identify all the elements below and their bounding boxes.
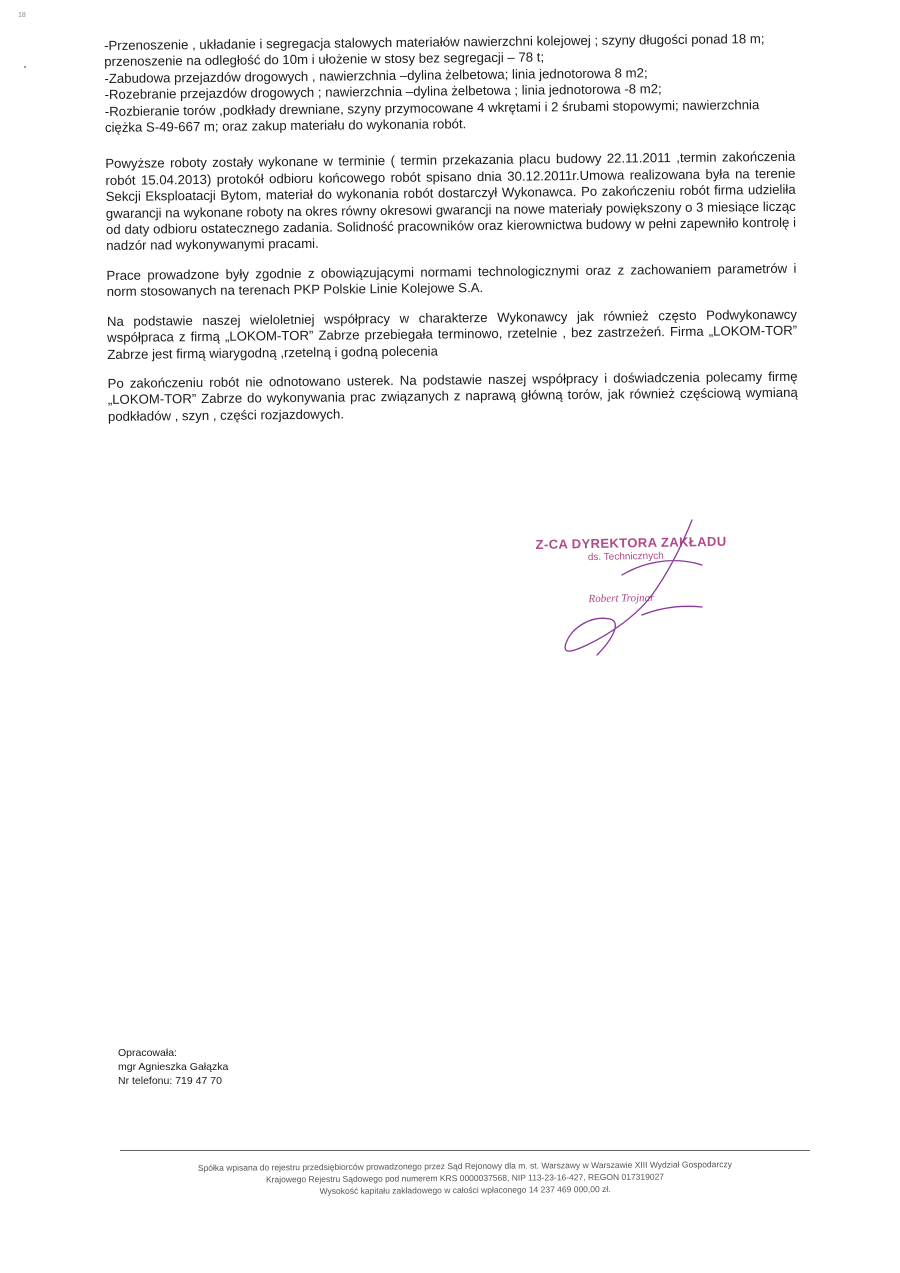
prepared-name: mgr Agnieszka Gałązka [118,1061,229,1073]
handwritten-signature [552,515,712,665]
paragraph-completion: Powyższe roboty zostały wykonane w terminie ( termin przekazania placu budowy 22.11.2011 ,termin zakończenia robót 15.04.2013) protokół odbioru końcowego robót spisano dnia 30.12.2011r.Umowa realizowana była na terenie Sekcji Eksploatacji Bytom, materiał do wykonania robót dostarczył Wykonawca. Po zakończeniu robót firma udzieliła gwarancji na wykonane roboty na okres równy okresowi gwarancji na nowe materiały powiększony o 3 miesiące licząc od daty odbioru ostatecznego zadania. Solidność pracowników oraz kierownictwa budowy w pełni zapewniło kontrolę i nadzór nad wykonywanymi pracami. [105,149,797,254]
stamp-subtitle: ds. Technicznych [587,550,664,564]
prepared-by [118,1046,228,1088]
scan-dot [24,66,26,68]
stamp-name: Robert Trojnar [588,591,655,606]
footer-divider [120,1150,810,1151]
footer-line: Wysokość kapitału zakładowego w całości wpłaconego 14 237 469 000,00 zł. [319,1183,611,1197]
paragraph-recommendation: Po zakończeniu robót nie odnotowano usterek. Na podstawie naszej współpracy i doświadczenia polecamy firmę „LOKOM-TOR” Zabrze do wykonywania prac związanych z naprawą główną torów, jak również częściową wymianą podkładów , szyn , części rozjazdowych. [107,368,798,424]
work-item: -Zabudowa przejazdów drogowych , nawierzchnia –dylina żelbetowa; linia jednotorowa 8 m2; [104,65,648,86]
stamp-title: Z-CA DYREKTORA ZAKŁADU [535,533,727,553]
work-item: -Rozbieranie torów ,podkłady drewniane, szyny przymocowane 4 wkrętami i 2 śrubami stopowymi; nawierzchnia ciężka S-49-667 m; oraz zakup materiału do wykonania robót. [104,96,760,136]
page-corner-mark: 18 [18,12,26,19]
letter-body [104,31,798,438]
work-item: -Rozebranie przejazdów drogowych ; nawierzchnia –dylina żelbetowa ; linia jednotorowa -8 m2; [104,81,662,103]
paragraph-standards: Prace prowadzone były zgodnie z obowiązującymi normami technologicznymi oraz z zachowaniem parametrów i norm stosowanych na terenach PKP Polskie Linie Kolejowe S.A. [106,260,797,300]
work-items-list [104,31,795,137]
company-footer [120,1158,810,1199]
prepared-label: Opracowała: [118,1047,177,1059]
footer-line: Spółka wpisana do rejestru przedsiębiorców prowadzonego przez Sąd Rejonowy dla m. st. Warszawy w Warszawie XIII Wydział Gospodarczy [197,1159,732,1173]
work-item: -Przenoszenie , układanie i segregacja stalowych materiałów nawierzchni kolejowej ; szyny długości ponad 18 m; przenoszenie na odległość do 10m i ułożenie w stosy bez segregacji – 78 t; [104,31,765,70]
prepared-phone: Nr telefonu: 719 47 70 [118,1075,222,1087]
paragraph-cooperation: Na podstawie naszej wieloletniej współpracy w charakterze Wykonawcy jak również często Podwykonawcy współpraca z firmą „LOKOM-TOR” Zabrze przebiegała terminowo, rzetelnie , bez zastrzeżeń. Firma „LOKOM-TOR” Zabrze jest firmą wiarygodną ,rzetelną i godną polecenia [106,306,798,362]
footer-line: Krajowego Rejestru Sądowego pod numerem KRS 0000037568, NIP 113-23-16-427, REGON 017319027 [265,1171,665,1185]
